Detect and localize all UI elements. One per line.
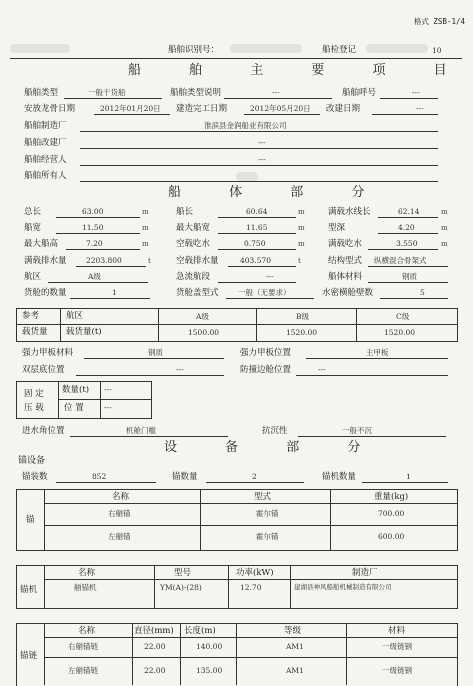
ship-id-label: 船舶识别号： — [168, 45, 220, 55]
chain-row-grade: AM1 — [286, 666, 304, 675]
rebuild-label: 改建日期 — [326, 104, 361, 114]
chain-row-material: 一级链钢 — [382, 642, 412, 651]
bilge: --- — [318, 365, 326, 374]
anchor-no: 852 — [92, 472, 107, 481]
anchor-row-type: 霍尔锚 — [256, 509, 279, 518]
hull-value: 0.750 — [244, 239, 266, 248]
windlass-row-model: YM(A)-(28) — [160, 583, 202, 592]
bilge-label: 防撞边舱位置 — [240, 365, 292, 375]
hull-value: 3.550 — [396, 239, 418, 248]
modifier-label: 船舶改建厂 — [24, 138, 67, 148]
hull-label: 船体材料 — [328, 272, 363, 282]
main-items-title: 船 舶 主 要 项 目 — [128, 63, 469, 78]
builder-label: 船舶制造厂 — [24, 121, 67, 131]
hull-label: 航区 — [24, 272, 42, 282]
cargo-load-label: 载货量 — [22, 327, 48, 337]
operator-value: --- — [258, 155, 266, 164]
deck-material: 钢质 — [148, 348, 163, 357]
deck-material-label: 强力甲板材料 — [22, 348, 74, 358]
hull-value: 2203.800 — [86, 256, 122, 265]
ballast-qty: --- — [104, 385, 112, 394]
chain-col-diameter: 直径(mm) — [134, 626, 174, 636]
windlass-qty-label: 锚机数量 — [322, 472, 357, 482]
windlass-col-maker: 制造厂 — [352, 568, 378, 578]
hull-unit: m — [142, 224, 149, 232]
ship-type-label: 船舶类型 — [24, 88, 59, 98]
hull-unit: m — [441, 208, 448, 216]
redaction — [10, 44, 70, 53]
hull-unit: t — [148, 257, 151, 265]
windlass-col-model: 型号 — [174, 568, 192, 578]
hull-label: 水密横舱壁数 — [322, 288, 374, 298]
double-bottom-label: 双层底位置 — [22, 365, 65, 375]
form-code: 格式 ZSB-1/4 — [413, 17, 465, 26]
windlass-row-name: 艏锚机 — [74, 583, 97, 592]
chain-row-material: 一级链钢 — [382, 666, 412, 675]
cargo-b: 1520.00 — [286, 328, 318, 337]
windlass-col-name: 名称 — [78, 568, 96, 578]
ballast-pos-label: 位 置 — [64, 403, 84, 413]
cargo-a: 1500.00 — [188, 328, 220, 337]
chain-row-diameter: 22.00 — [144, 666, 166, 675]
anchor-no-label: 锚装数 — [22, 472, 48, 482]
modifier-value: --- — [258, 138, 266, 147]
anchor-section-label: 锚设备 — [18, 456, 46, 466]
hull-label: 满载排水量 — [24, 256, 67, 266]
hull-value: 钢质 — [402, 272, 417, 281]
header-rule — [10, 58, 462, 59]
hull-label: 满载水线长 — [328, 207, 371, 217]
hull-value: 63.00 — [82, 207, 104, 216]
cargo-ref-label: 参考 — [22, 311, 40, 321]
cargo-col-label: 载货量(t) — [66, 327, 102, 337]
double-bottom: --- — [176, 365, 184, 374]
anchor-row-weight: 700.00 — [378, 509, 405, 518]
hull-unit: m — [298, 208, 305, 216]
chain-row-name: 左艏锚链 — [68, 666, 98, 675]
hull-unit: m — [298, 240, 305, 248]
hull-unit: m — [142, 240, 149, 248]
chain-col-material: 材料 — [388, 626, 406, 636]
hull-value: 4.20 — [398, 223, 415, 232]
hull-value: 7.20 — [86, 239, 103, 248]
deck-pos: 主甲板 — [366, 348, 389, 357]
chain-row-diameter: 22.00 — [144, 642, 166, 651]
owner-label: 船舶所有人 — [24, 171, 67, 181]
windlass-row-maker: 建湖县神风船舶机械制造有限公司 — [294, 583, 392, 591]
build-date: 2012年05月20日 — [250, 104, 311, 113]
chain-col-name: 名称 — [78, 626, 96, 636]
ship-id-redacted — [230, 44, 302, 53]
ballast-load: 压 载 — [24, 403, 44, 413]
anchor-row-weight: 600.00 — [378, 532, 405, 541]
stability-value: 一般不沉 — [342, 426, 372, 435]
hull-label: 结构型式 — [328, 256, 363, 266]
chain-row-length: 135.00 — [196, 666, 223, 675]
ship-type-value: 一般干货船 — [88, 88, 126, 97]
windlass-qty: 1 — [406, 472, 411, 481]
hull-label: 满载吃水 — [328, 239, 363, 249]
anchor-col-name: 名称 — [112, 492, 130, 502]
call-sign-label: 船舶呼号 — [342, 88, 377, 98]
chain-row-name: 右艏锚链 — [68, 642, 98, 651]
equipment-title: 设 备 部 分 — [164, 440, 383, 455]
owner-redacted — [236, 172, 258, 181]
anchor-col-weight: 重量(kg) — [374, 492, 409, 502]
hull-unit: m — [441, 240, 448, 248]
chain-side-label: 锚链 — [20, 651, 38, 661]
hull-value: 5 — [420, 288, 425, 297]
anchor-row-name: 右艏锚 — [108, 509, 131, 518]
deck-pos-label: 强力甲板位置 — [240, 348, 292, 358]
hull-label: 最大船宽 — [176, 223, 211, 233]
zone-a: A级 — [196, 312, 209, 321]
call-sign-value: --- — [412, 88, 420, 97]
hull-unit: t — [298, 257, 301, 265]
hull-title: 船 体 部 分 — [168, 185, 387, 200]
hull-unit: m — [441, 224, 448, 232]
anchor-qty: 2 — [252, 472, 257, 481]
anchor-side-label: 锚 — [26, 515, 35, 525]
hull-label: 货舱的数量 — [24, 288, 67, 298]
inlet-label: 进水角位置 — [22, 426, 65, 436]
cargo-c: 1520.00 — [384, 328, 416, 337]
hull-value: 1 — [112, 288, 117, 297]
hull-label: 船宽 — [24, 223, 42, 233]
hull-label: 总长 — [24, 207, 42, 217]
registration-suffix: 10 — [432, 46, 442, 55]
type-desc-value: --- — [272, 88, 280, 97]
anchor-col-type: 型式 — [254, 492, 272, 502]
chain-col-grade: 等级 — [284, 626, 302, 636]
anchor-row-name: 左艏锚 — [108, 532, 131, 541]
zone-b: B级 — [296, 312, 310, 321]
type-desc-label: 船舶类型说明 — [170, 88, 222, 98]
zone-c: C级 — [396, 312, 410, 321]
hull-label: 空载吃水 — [176, 239, 211, 249]
operator-label: 船舶经营人 — [24, 155, 67, 165]
windlass-col-power: 功率(kW) — [236, 568, 274, 578]
stability-label: 抗沉性 — [262, 426, 288, 436]
cargo-zone-label: 航区 — [66, 311, 84, 321]
hull-value: 60.64 — [246, 207, 268, 216]
registration-redacted — [366, 44, 428, 53]
hull-value: 一般（无要求） — [238, 288, 291, 297]
hull-label: 型深 — [328, 223, 346, 233]
chain-row-grade: AM1 — [286, 642, 304, 651]
chain-col-length: 长度(m) — [184, 626, 216, 636]
ballast-pos: --- — [104, 403, 112, 412]
hull-label: 船长 — [176, 207, 194, 217]
hull-label: 最大船高 — [24, 239, 59, 249]
windlass-side-label: 锚机 — [20, 585, 38, 595]
hull-value: 11.50 — [82, 223, 104, 232]
anchor-row-type: 霍尔锚 — [256, 532, 279, 541]
builder-value: 淮滨县金润船业有限公司 — [204, 121, 287, 130]
ballast-fixed: 固 定 — [24, 389, 44, 399]
build-label: 建造完工日期 — [176, 104, 228, 114]
keel-label: 安放龙骨日期 — [24, 104, 76, 114]
hull-value: A级 — [88, 272, 101, 281]
rebuild-date: --- — [416, 104, 424, 113]
hull-value: --- — [266, 272, 274, 281]
registration-label: 船检登记 — [322, 45, 357, 55]
hull-label: 急流航段 — [176, 272, 211, 282]
hull-unit: m — [298, 224, 305, 232]
hull-value: 403.570 — [240, 256, 272, 265]
hull-value: 纵横混合骨架式 — [374, 256, 427, 265]
hull-label: 空载排水量 — [176, 256, 219, 266]
inlet-value: 机舱门槛 — [126, 426, 156, 435]
hull-label: 货舱盖型式 — [176, 288, 219, 298]
keel-date: 2012年01月20日 — [100, 104, 161, 113]
ballast-qty-label: 数量(t) — [62, 385, 90, 395]
hull-value: 62.14 — [398, 207, 420, 216]
anchor-qty-label: 锚数量 — [172, 472, 198, 482]
hull-value: 11.65 — [246, 223, 268, 232]
windlass-row-power: 12.70 — [240, 583, 262, 592]
hull-unit: m — [142, 208, 149, 216]
chain-row-length: 140.00 — [196, 642, 223, 651]
